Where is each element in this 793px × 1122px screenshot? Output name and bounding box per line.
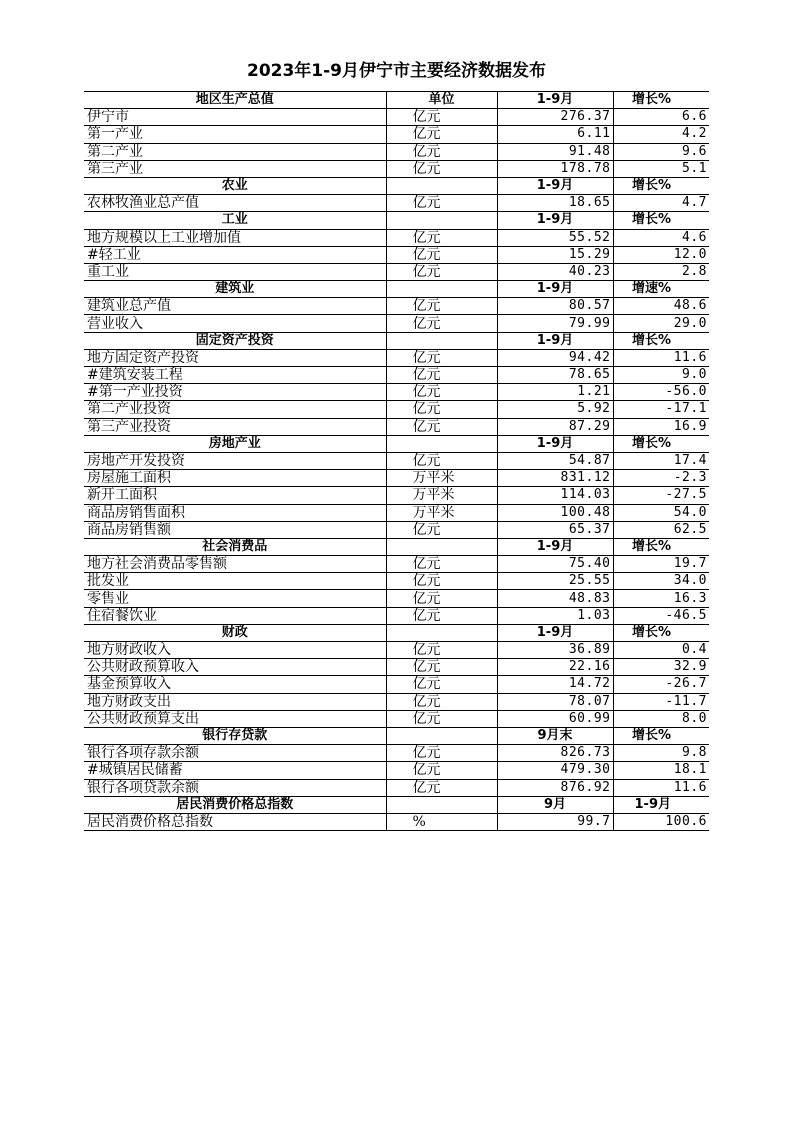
value-cell: 1.21 xyxy=(497,384,613,401)
indicator-name: 农林牧渔业总产值 xyxy=(84,195,386,212)
table-row xyxy=(84,659,709,676)
section-header-row xyxy=(84,435,709,452)
table-row xyxy=(84,521,709,538)
unit-cell: 亿元 xyxy=(386,642,497,659)
section-title: 财政 xyxy=(84,624,386,641)
unit-cell: 亿元 xyxy=(386,676,497,693)
table-row xyxy=(84,745,709,762)
period-header: 1-9月 xyxy=(497,332,613,349)
value-cell: 15.29 xyxy=(497,246,613,263)
change-header: 1-9月 xyxy=(613,796,709,813)
table-row xyxy=(84,349,709,366)
change-header: 增长% xyxy=(613,624,709,641)
indicator-name: 第三产业投资 xyxy=(84,418,386,435)
indicator-name: 地方固定资产投资 xyxy=(84,349,386,366)
table-row xyxy=(84,470,709,487)
period-header: 1-9月 xyxy=(497,212,613,229)
change-cell: 48.6 xyxy=(613,298,709,315)
table-row xyxy=(84,263,709,280)
indicator-name: #轻工业 xyxy=(84,246,386,263)
value-cell: 55.52 xyxy=(497,229,613,246)
table-row xyxy=(84,401,709,418)
unit-cell: 亿元 xyxy=(386,195,497,212)
indicator-name: #第一产业投资 xyxy=(84,384,386,401)
unit-cell: 亿元 xyxy=(386,521,497,538)
period-header: 1-9月 xyxy=(497,281,613,298)
unit-cell: 亿元 xyxy=(386,126,497,143)
unit-header xyxy=(386,332,497,349)
value-cell: 876.92 xyxy=(497,779,613,796)
unit-cell: 亿元 xyxy=(386,298,497,315)
page-title: 2023年1-9月伊宁市主要经济数据发布 xyxy=(246,61,547,81)
table-row xyxy=(84,367,709,384)
unit-cell: 亿元 xyxy=(386,367,497,384)
change-cell: 19.7 xyxy=(613,556,709,573)
table-row xyxy=(84,195,709,212)
value-cell: 94.42 xyxy=(497,349,613,366)
value-cell: 79.99 xyxy=(497,315,613,332)
value-cell: 80.57 xyxy=(497,298,613,315)
indicator-name: 第一产业 xyxy=(84,126,386,143)
indicator-name: 第三产业 xyxy=(84,160,386,177)
section-header-row xyxy=(84,177,709,194)
period-header: 1-9月 xyxy=(497,624,613,641)
change-cell: 8.0 xyxy=(613,710,709,727)
section-title: 工业 xyxy=(84,212,386,229)
value-cell: 276.37 xyxy=(497,109,613,126)
value-cell: 114.03 xyxy=(497,487,613,504)
table-row xyxy=(84,556,709,573)
indicator-name: 地方社会消费品零售额 xyxy=(84,556,386,573)
value-cell: 178.78 xyxy=(497,160,613,177)
table-row xyxy=(84,607,709,624)
change-cell: -17.1 xyxy=(613,401,709,418)
change-cell: 5.1 xyxy=(613,160,709,177)
unit-cell: 亿元 xyxy=(386,315,497,332)
unit-cell: 亿元 xyxy=(386,779,497,796)
indicator-name: 商品房销售额 xyxy=(84,521,386,538)
unit-cell: 亿元 xyxy=(386,384,497,401)
indicator-name: 房屋施工面积 xyxy=(84,470,386,487)
indicator-name: 第二产业投资 xyxy=(84,401,386,418)
unit-header xyxy=(386,212,497,229)
unit-cell: 亿元 xyxy=(386,143,497,160)
unit-header xyxy=(386,281,497,298)
period-header: 1-9月 xyxy=(497,435,613,452)
change-cell: 100.6 xyxy=(613,813,709,830)
unit-cell: 亿元 xyxy=(386,590,497,607)
change-cell: -2.3 xyxy=(613,470,709,487)
value-cell: 6.11 xyxy=(497,126,613,143)
section-header-row xyxy=(84,624,709,641)
table-row xyxy=(84,642,709,659)
section-title: 固定资产投资 xyxy=(84,332,386,349)
value-cell: 479.30 xyxy=(497,762,613,779)
indicator-name: 房地产开发投资 xyxy=(84,452,386,469)
table-row xyxy=(84,126,709,143)
value-cell: 75.40 xyxy=(497,556,613,573)
change-cell: 32.9 xyxy=(613,659,709,676)
indicator-name: 公共财政预算收入 xyxy=(84,659,386,676)
unit-cell: 亿元 xyxy=(386,745,497,762)
change-cell: 9.0 xyxy=(613,367,709,384)
value-cell: 831.12 xyxy=(497,470,613,487)
table-row xyxy=(84,143,709,160)
value-cell: 100.48 xyxy=(497,504,613,521)
indicator-name: 零售业 xyxy=(84,590,386,607)
unit-cell: 亿元 xyxy=(386,607,497,624)
unit-cell: 亿元 xyxy=(386,246,497,263)
section-header-row xyxy=(84,796,709,813)
change-cell: 9.6 xyxy=(613,143,709,160)
change-cell: 16.3 xyxy=(613,590,709,607)
unit-cell: 亿元 xyxy=(386,556,497,573)
section-title: 建筑业 xyxy=(84,281,386,298)
indicator-name: 地方财政收入 xyxy=(84,642,386,659)
value-cell: 54.87 xyxy=(497,452,613,469)
change-header: 增长% xyxy=(613,92,709,109)
period-header: 9月 xyxy=(497,796,613,813)
change-cell: 6.6 xyxy=(613,109,709,126)
table-row xyxy=(84,109,709,126)
section-title: 农业 xyxy=(84,177,386,194)
unit-cell: 亿元 xyxy=(386,418,497,435)
indicator-name: 建筑业总产值 xyxy=(84,298,386,315)
value-cell: 826.73 xyxy=(497,745,613,762)
value-cell: 14.72 xyxy=(497,676,613,693)
period-header: 9月末 xyxy=(497,727,613,744)
change-cell: 4.7 xyxy=(613,195,709,212)
change-cell: -26.7 xyxy=(613,676,709,693)
value-cell: 40.23 xyxy=(497,263,613,280)
change-cell: -56.0 xyxy=(613,384,709,401)
indicator-name: 商品房销售面积 xyxy=(84,504,386,521)
indicator-name: 伊宁市 xyxy=(84,109,386,126)
indicator-name: 公共财政预算支出 xyxy=(84,710,386,727)
unit-cell: 亿元 xyxy=(386,573,497,590)
table-row xyxy=(84,315,709,332)
value-cell: 22.16 xyxy=(497,659,613,676)
value-cell: 65.37 xyxy=(497,521,613,538)
change-cell: -11.7 xyxy=(613,693,709,710)
unit-header: 单位 xyxy=(386,92,497,109)
unit-header xyxy=(386,624,497,641)
economic-data-table xyxy=(84,91,709,831)
unit-cell: 万平米 xyxy=(386,504,497,521)
table-row xyxy=(84,779,709,796)
value-cell: 78.65 xyxy=(497,367,613,384)
unit-cell: 亿元 xyxy=(386,160,497,177)
unit-cell: 万平米 xyxy=(386,470,497,487)
value-cell: 60.99 xyxy=(497,710,613,727)
change-cell: 16.9 xyxy=(613,418,709,435)
change-header: 增长% xyxy=(613,727,709,744)
unit-cell: 亿元 xyxy=(386,229,497,246)
indicator-name: 地方财政支出 xyxy=(84,693,386,710)
change-cell: 54.0 xyxy=(613,504,709,521)
table-row xyxy=(84,573,709,590)
change-header: 增长% xyxy=(613,435,709,452)
unit-cell: 亿元 xyxy=(386,263,497,280)
unit-header xyxy=(386,796,497,813)
section-title: 房地产业 xyxy=(84,435,386,452)
unit-cell: 亿元 xyxy=(386,693,497,710)
unit-cell: 亿元 xyxy=(386,762,497,779)
table-row xyxy=(84,418,709,435)
table-row xyxy=(84,693,709,710)
table-row xyxy=(84,813,709,830)
value-cell: 1.03 xyxy=(497,607,613,624)
unit-cell: 亿元 xyxy=(386,349,497,366)
section-title: 社会消费品 xyxy=(84,538,386,555)
unit-header xyxy=(386,538,497,555)
table-row xyxy=(84,384,709,401)
section-title: 居民消费价格总指数 xyxy=(84,796,386,813)
unit-cell: 亿元 xyxy=(386,452,497,469)
change-cell: 9.8 xyxy=(613,745,709,762)
indicator-name: 地方规模以上工业增加值 xyxy=(84,229,386,246)
change-header: 增速% xyxy=(613,281,709,298)
section-header-row xyxy=(84,92,709,109)
change-cell: 12.0 xyxy=(613,246,709,263)
change-cell: 4.6 xyxy=(613,229,709,246)
indicator-name: 居民消费价格总指数 xyxy=(84,813,386,830)
section-title: 地区生产总值 xyxy=(84,92,386,109)
table-row xyxy=(84,762,709,779)
unit-cell: 万平米 xyxy=(386,487,497,504)
indicator-name: 第二产业 xyxy=(84,143,386,160)
change-cell: 11.6 xyxy=(613,779,709,796)
value-cell: 99.7 xyxy=(497,813,613,830)
indicator-name: 住宿餐饮业 xyxy=(84,607,386,624)
section-header-row xyxy=(84,332,709,349)
table-row xyxy=(84,452,709,469)
change-header: 增长% xyxy=(613,212,709,229)
value-cell: 5.92 xyxy=(497,401,613,418)
indicator-name: 批发业 xyxy=(84,573,386,590)
unit-header xyxy=(386,435,497,452)
value-cell: 87.29 xyxy=(497,418,613,435)
indicator-name: 基金预算收入 xyxy=(84,676,386,693)
table-row xyxy=(84,229,709,246)
change-cell: -46.5 xyxy=(613,607,709,624)
section-title: 银行存贷款 xyxy=(84,727,386,744)
unit-header xyxy=(386,727,497,744)
table-row xyxy=(84,298,709,315)
indicator-name: 银行各项贷款余额 xyxy=(84,779,386,796)
change-cell: 4.2 xyxy=(613,126,709,143)
table-row xyxy=(84,246,709,263)
unit-cell: 亿元 xyxy=(386,659,497,676)
table-row xyxy=(84,160,709,177)
value-cell: 78.07 xyxy=(497,693,613,710)
value-cell: 25.55 xyxy=(497,573,613,590)
table-row xyxy=(84,590,709,607)
unit-cell: % xyxy=(386,813,497,830)
change-cell: -27.5 xyxy=(613,487,709,504)
value-cell: 91.48 xyxy=(497,143,613,160)
section-header-row xyxy=(84,727,709,744)
change-cell: 62.5 xyxy=(613,521,709,538)
table-row xyxy=(84,487,709,504)
section-header-row xyxy=(84,538,709,555)
indicator-name: 重工业 xyxy=(84,263,386,280)
period-header: 1-9月 xyxy=(497,177,613,194)
change-cell: 18.1 xyxy=(613,762,709,779)
unit-header xyxy=(386,177,497,194)
period-header: 1-9月 xyxy=(497,92,613,109)
indicator-name: #城镇居民储蓄 xyxy=(84,762,386,779)
table-row xyxy=(84,504,709,521)
change-cell: 11.6 xyxy=(613,349,709,366)
indicator-name: 新开工面积 xyxy=(84,487,386,504)
change-header: 增长% xyxy=(613,332,709,349)
table-row xyxy=(84,676,709,693)
change-cell: 0.4 xyxy=(613,642,709,659)
change-cell: 17.4 xyxy=(613,452,709,469)
value-cell: 18.65 xyxy=(497,195,613,212)
section-header-row xyxy=(84,212,709,229)
change-header: 增长% xyxy=(613,177,709,194)
unit-cell: 亿元 xyxy=(386,401,497,418)
period-header: 1-9月 xyxy=(497,538,613,555)
unit-cell: 亿元 xyxy=(386,109,497,126)
value-cell: 48.83 xyxy=(497,590,613,607)
section-header-row xyxy=(84,281,709,298)
change-cell: 34.0 xyxy=(613,573,709,590)
change-cell: 2.8 xyxy=(613,263,709,280)
unit-cell: 亿元 xyxy=(386,710,497,727)
change-cell: 29.0 xyxy=(613,315,709,332)
change-header: 增长% xyxy=(613,538,709,555)
value-cell: 36.89 xyxy=(497,642,613,659)
indicator-name: 营业收入 xyxy=(84,315,386,332)
indicator-name: 银行各项存款余额 xyxy=(84,745,386,762)
table-row xyxy=(84,710,709,727)
indicator-name: #建筑安装工程 xyxy=(84,367,386,384)
